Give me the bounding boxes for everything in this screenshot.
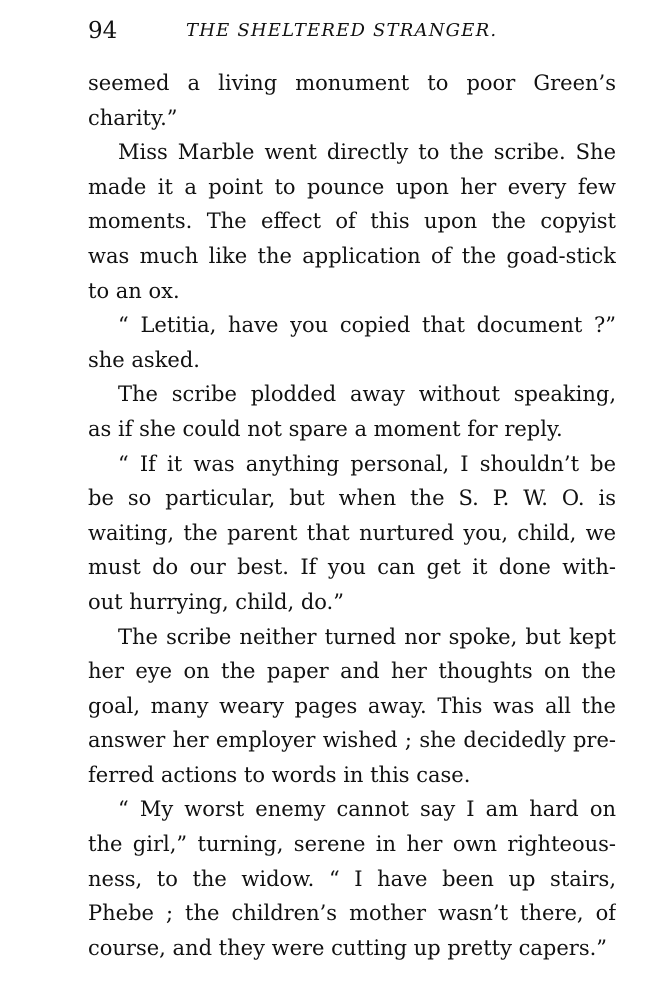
text-line: charity.” [88,105,178,130]
running-title: THE SHELTERED STRANGER. [186,20,498,41]
text-line: the girl,” turning, serene in her own righteous- [88,832,616,857]
text-line: The scribe plodded away without speaking, [118,382,616,407]
text-line: waiting, the parent that nurtured you, child, we [88,520,616,545]
text-line: ferred actions to words in this case. [88,762,471,787]
text-line: out hurrying, child, do.” [88,589,344,614]
text-line: to an ox. [88,278,180,303]
page-number: 94 [88,18,118,44]
text-line: her eye on the paper and her thoughts on the [88,659,616,684]
text-line: must do our best. If you can get it done with- [88,555,616,580]
text-line: moments. The effect of this upon the copyist [88,209,616,234]
text-line: Miss Marble went directly to the scribe. She [118,140,616,165]
text-line: course, and they were cutting up pretty capers.” [88,935,608,960]
text-line: “ If it was anything personal, I shouldn’t be [118,451,616,476]
page-header [88,16,618,46]
body-text [88,66,616,965]
text-line: made it a point to pounce upon her every few [88,174,616,199]
text-line: ness, to the widow. “ I have been up stairs, [88,866,616,891]
text-line: The scribe neither turned nor spoke, but kept [118,624,616,649]
text-line: be so particular, but when the S. P. W. O. is [88,486,616,511]
text-line: she asked. [88,347,200,372]
text-line: goal, many weary pages away. This was all the [88,693,616,718]
text-line: “ My worst enemy cannot say I am hard on [118,797,616,822]
text-line: was much like the application of the goad-stick [88,243,616,268]
text-line: seemed a living monument to poor Green’s [88,71,616,95]
text-line: Phebe ; the children’s mother wasn’t there, of [88,901,616,926]
text-line: as if she could not spare a moment for reply. [88,416,563,441]
text-line: answer her employer wished ; she decidedly pre- [88,728,616,753]
text-line: “ Letitia, have you copied that document ?” [118,313,616,338]
